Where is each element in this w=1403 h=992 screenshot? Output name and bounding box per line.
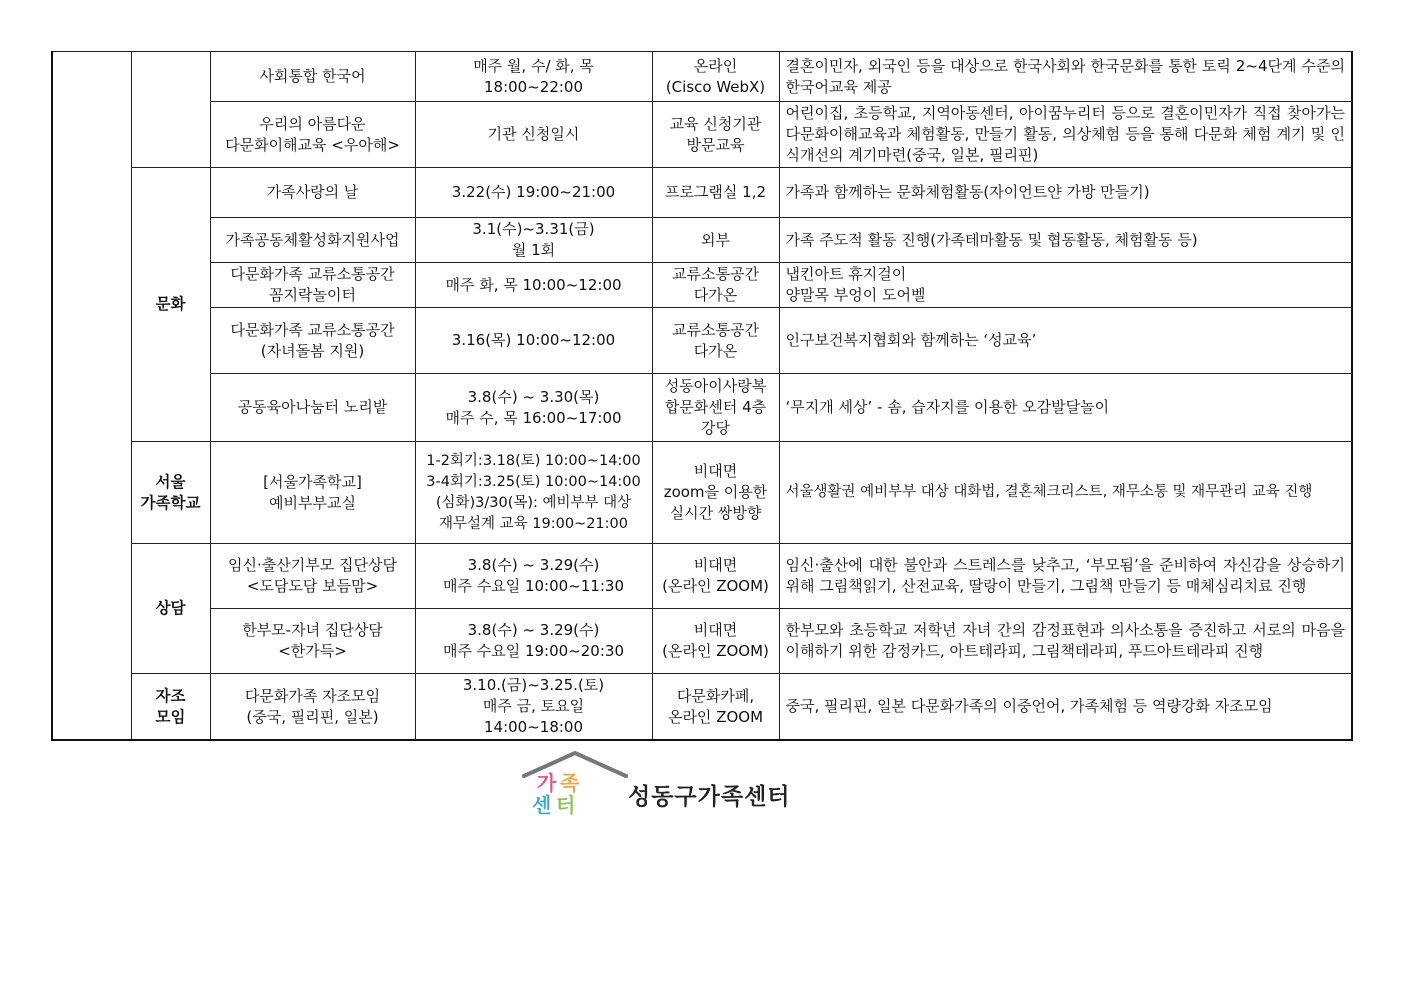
program-cell: 다문화가족 교류소통공간 (자녀돌봄 지원) [210, 308, 415, 374]
place-cell: 성동아이사랑복 합문화센터 4층 강당 [652, 374, 779, 442]
category-cell: 자조 모임 [131, 674, 210, 741]
table-row [52, 674, 1352, 741]
place-cell: 외부 [652, 218, 779, 263]
description-cell: 결혼이민자, 외국인 등을 대상으로 한국사회와 한국문화를 통한 토릭 2~4단계 수준의 한국어교육 제공 [779, 52, 1352, 102]
date-cell: 3.8(수) ~ 3.29(수) 매주 수요일 10:00~11:30 [415, 544, 652, 609]
table-row [52, 52, 1352, 102]
table-row [52, 609, 1352, 674]
center-name: 성동구가족센터 [628, 784, 791, 810]
logo-mark-top-second: 족 [560, 771, 580, 795]
place-cell: 비대면 zoom을 이용한 실시간 쌍방향 [652, 442, 779, 544]
table-row [52, 374, 1352, 442]
date-cell: 매주 화, 목 10:00~12:00 [415, 263, 652, 308]
place-cell: 교육 신청기관 방문교육 [652, 102, 779, 168]
table-row [52, 308, 1352, 374]
table-row [52, 218, 1352, 263]
date-cell: 기관 신청일시 [415, 102, 652, 168]
date-cell: 매주 월, 수/ 화, 목 18:00~22:00 [415, 52, 652, 102]
table-row [52, 544, 1352, 609]
description-cell: 가족과 함께하는 문화체험활동(자이언트얀 가방 만들기) [779, 168, 1352, 218]
program-cell: 다문화가족 자조모임 (중국, 필리핀, 일본) [210, 674, 415, 741]
logo-mark-bottom-second: 터 [556, 793, 576, 817]
date-cell: 3.1(수)~3.31(금) 월 1회 [415, 218, 652, 263]
program-cell: 공동육아나눔터 노리밭 [210, 374, 415, 442]
date-cell: 3.22(수) 19:00~21:00 [415, 168, 652, 218]
description-cell: 한부모와 초등학교 저학년 자녀 간의 감정표현과 의사소통을 증진하고 서로의 마음을 이해하기 위한 감정카드, 아트테라피, 그림책테라피, 푸드아트테라피 진행 [779, 609, 1352, 674]
date-cell: 3.8(수) ~ 3.29(수) 매주 수요일 19:00~20:30 [415, 609, 652, 674]
description-cell: 서울생활권 예비부부 대상 대화법, 결혼체크리스트, 재무소통 및 재무관리 교육 진행 [779, 442, 1352, 544]
program-cell: 임신·출산기부모 집단상담 <도담도담 보듬맘> [210, 544, 415, 609]
place-cell: 프로그램실 1,2 [652, 168, 779, 218]
date-cell: 3.16(목) 10:00~12:00 [415, 308, 652, 374]
program-schedule-table [51, 51, 1353, 741]
program-cell: 가족사랑의 날 [210, 168, 415, 218]
place-cell: 교류소통공간 다가온 [652, 263, 779, 308]
date-cell: 1-2회기:3.18(토) 10:00~14:00 3-4회기:3.25(토) 10:00~14:00 (심화)3/30(목): 예비부부 대상 재무설계 교육 19:00~21:00 [415, 442, 652, 544]
place-cell: 비대면 (온라인 ZOOM) [652, 544, 779, 609]
logo-mark-bottom-first: 센 [532, 793, 552, 817]
description-cell: ‘무지개 세상’ - 솜, 습자지를 이용한 오감발달놀이 [779, 374, 1352, 442]
outer-blank-cell [52, 52, 131, 741]
description-cell: 임신·출산에 대한 불안과 스트레스를 낮추고, ‘부모됨’을 준비하여 자신감을 상승하기 위해 그림책읽기, 산전교육, 딸랑이 만들기, 그림책 만들기 등 매체심리치료 진행 [779, 544, 1352, 609]
table-row [52, 442, 1352, 544]
description-cell: 가족 주도적 활동 진행(가족테마활동 및 협동활동, 체험활동 등) [779, 218, 1352, 263]
category-cell: 상담 [131, 544, 210, 674]
table-row [52, 102, 1352, 168]
description-cell: 어린이집, 초등학교, 지역아동센터, 아이꿈누리터 등으로 결혼이민자가 직접 찾아가는 다문화이해교육과 체험활동, 만들기 활동, 의상체험 등을 통해 다문화 체험 계기 및 인식개선의 계기마련(중국, 일본, 필리핀) [779, 102, 1352, 168]
category-cell: 서울 가족학교 [131, 442, 210, 544]
description-cell: 냅킨아트 휴지걸이 양말목 부엉이 도어벨 [779, 263, 1352, 308]
house-logo-icon [520, 750, 630, 818]
date-cell: 3.10.(금)~3.25.(토) 매주 금, 토요일 14:00~18:00 [415, 674, 652, 741]
place-cell: 다문화카페, 온라인 ZOOM [652, 674, 779, 741]
table-row [52, 168, 1352, 218]
place-cell: 비대면 (온라인 ZOOM) [652, 609, 779, 674]
place-cell: 온라인 (Cisco WebX) [652, 52, 779, 102]
date-cell: 3.8(수) ~ 3.30(목) 매주 수, 목 16:00~17:00 [415, 374, 652, 442]
program-cell: 다문화가족 교류소통공간 꼼지락놀이터 [210, 263, 415, 308]
program-cell: [서울가족학교] 예비부부교실 [210, 442, 415, 544]
logo-mark-top-first: 가 [537, 771, 557, 795]
category-cell-blank [131, 52, 210, 168]
description-cell: 인구보건복지협회와 함께하는 ‘성교육’ [779, 308, 1352, 374]
place-cell: 교류소통공간 다가온 [652, 308, 779, 374]
program-cell: 가족공동체활성화지원사업 [210, 218, 415, 263]
table-row [52, 263, 1352, 308]
program-cell: 사회통합 한국어 [210, 52, 415, 102]
description-cell: 중국, 필리핀, 일본 다문화가족의 이중언어, 가족체험 등 역량강화 자조모임 [779, 674, 1352, 741]
program-cell: 한부모-자녀 집단상담 <한가득> [210, 609, 415, 674]
program-cell: 우리의 아름다운 다문화이해교육 <우아해> [210, 102, 415, 168]
category-cell: 문화 [131, 168, 210, 442]
